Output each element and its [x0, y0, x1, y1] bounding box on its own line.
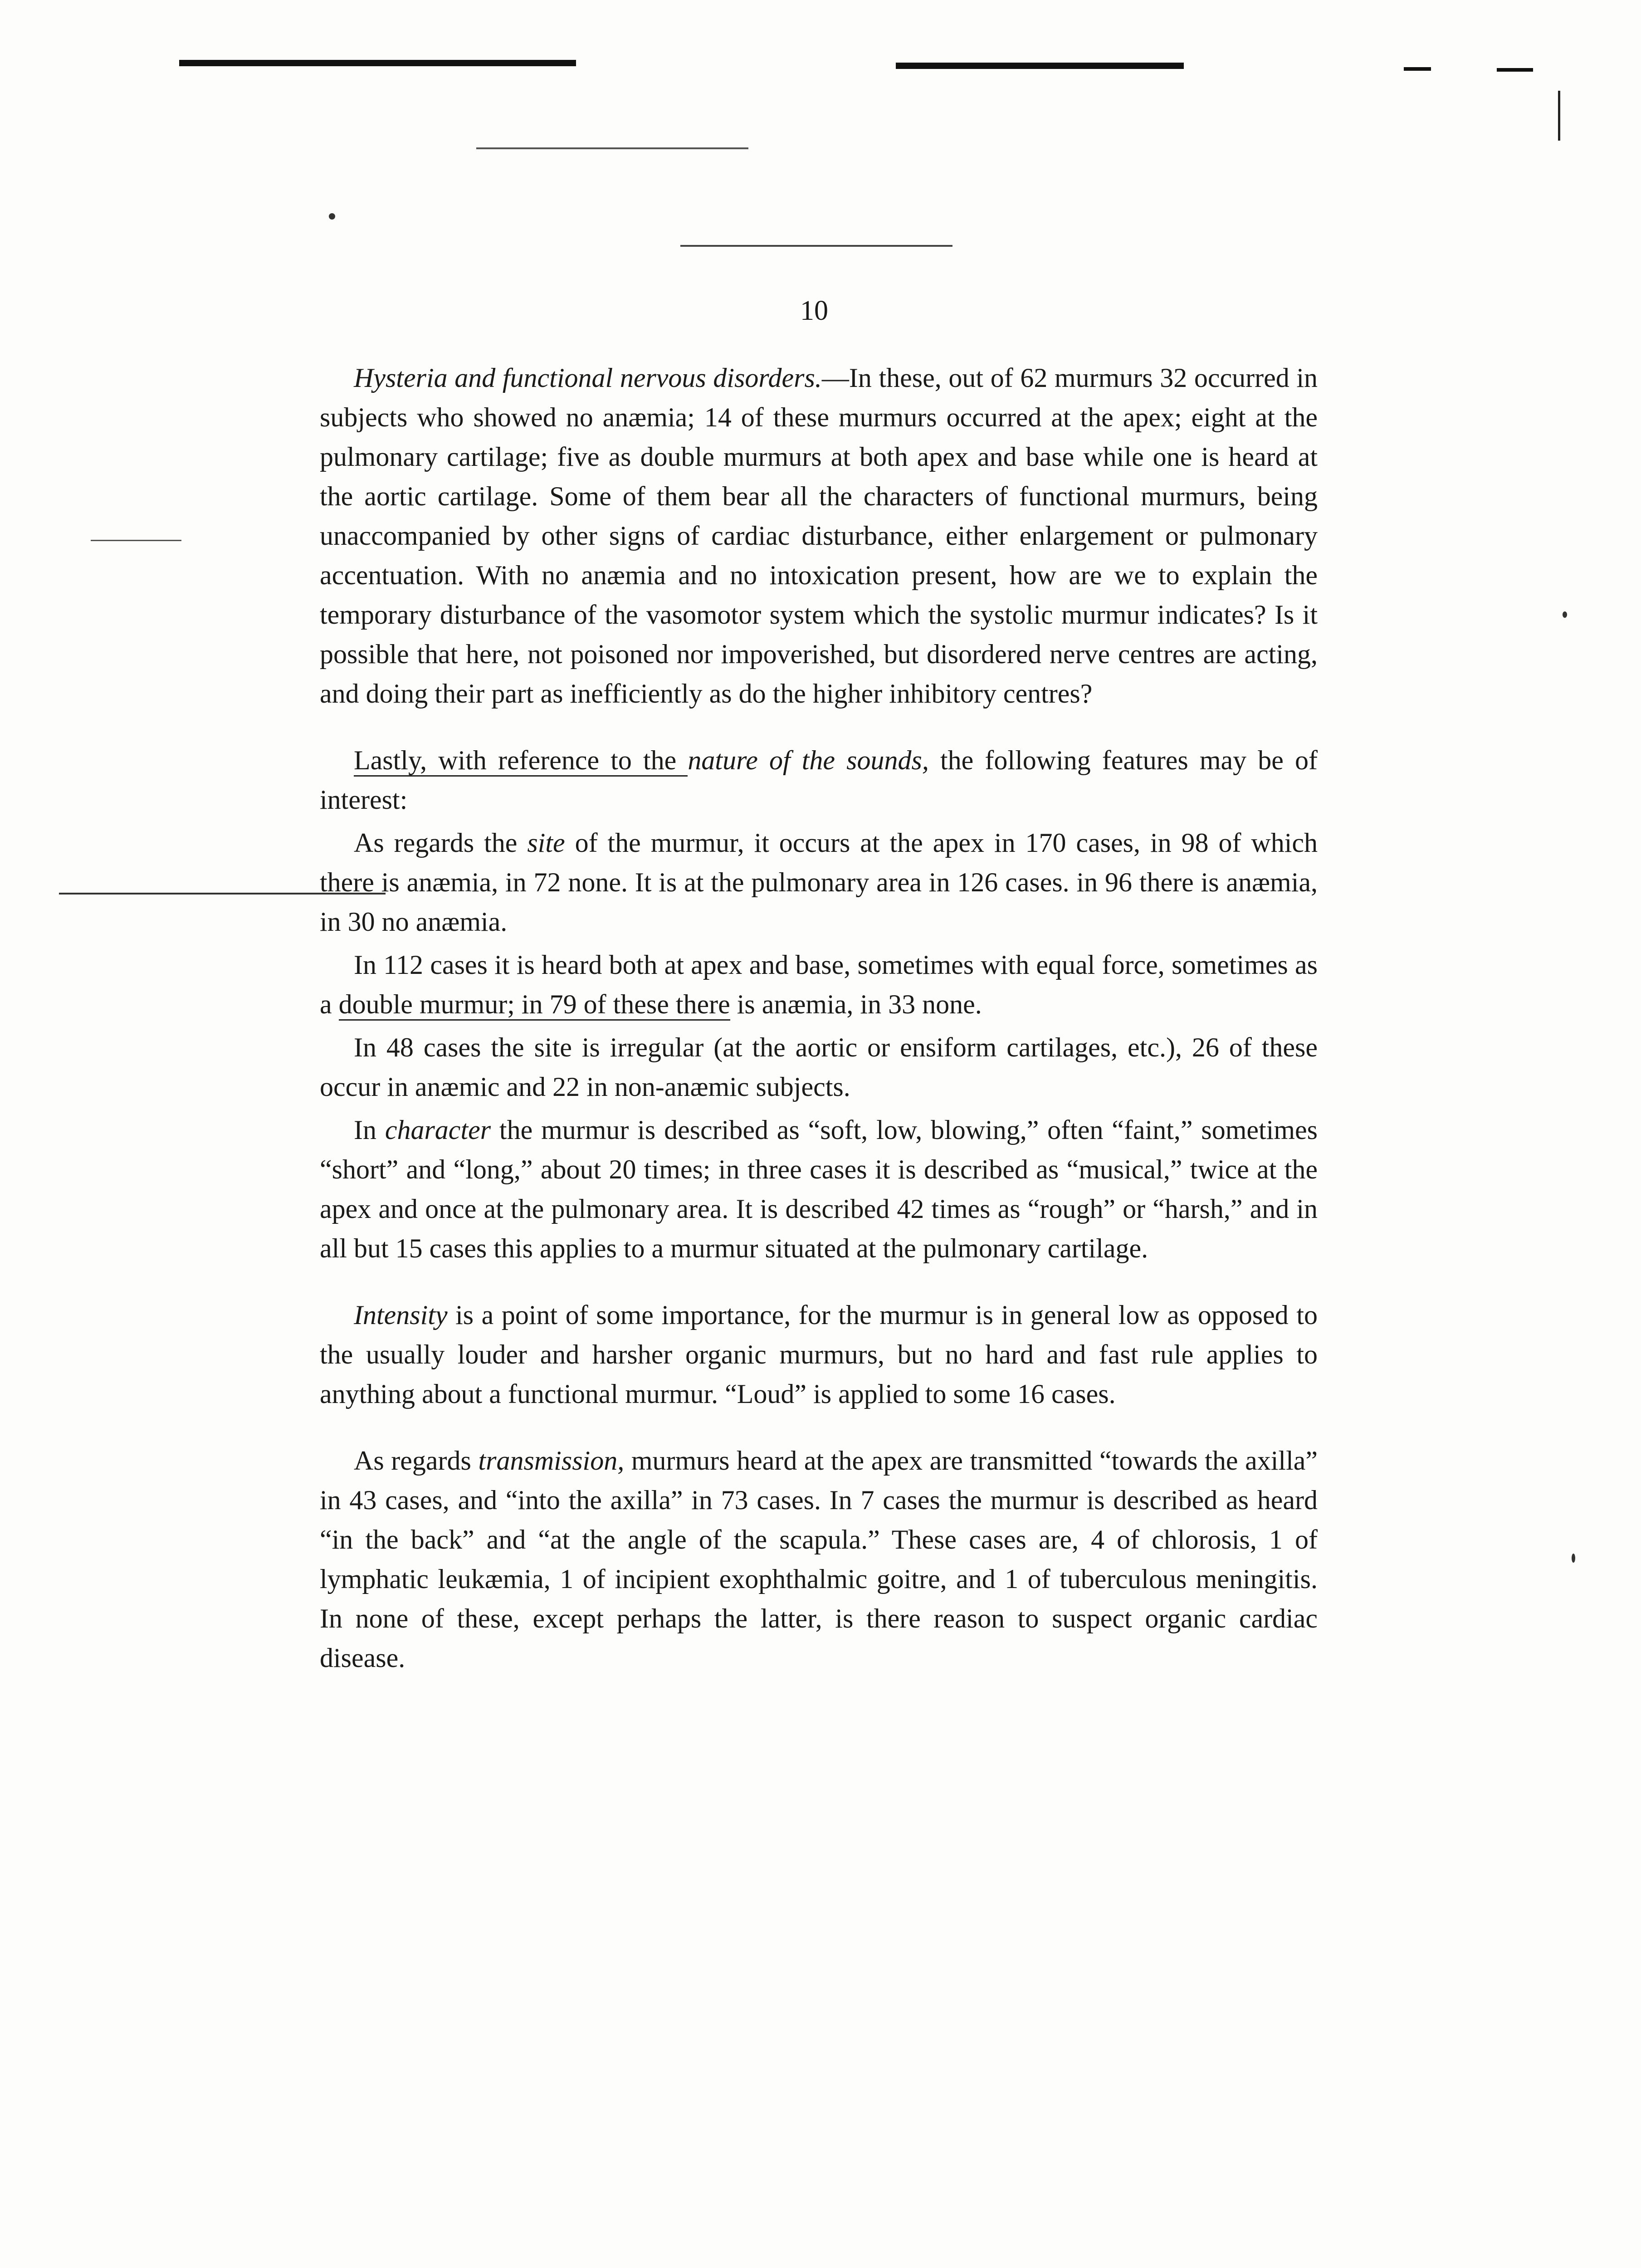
scan-dot — [1572, 1554, 1575, 1563]
scan-rule-upper-1 — [476, 147, 748, 149]
paragraph-text: As regards — [354, 1446, 479, 1476]
scan-dot — [329, 213, 335, 220]
paragraph-text: In 112 cases it is heard both at apex and base, sometimes with equal force, sometimes as a — [320, 950, 1318, 1019]
emphasis-text: transmission, — [478, 1446, 625, 1476]
body-text — [320, 358, 1318, 1678]
paragraph-site — [320, 823, 1318, 942]
scan-mark-top-left — [179, 60, 576, 66]
scan-mark-top-right-1 — [1404, 67, 1431, 71]
paragraph-text: As regards the — [354, 828, 527, 858]
paragraph-text: the murmur is described as “soft, low, blowing,” often “faint,” sometimes “short” and “long,” about 20 times; in three cases it is described as “musical,” twice at the apex and once at the pulmonary area. It is described 42 times as “rough” or “harsh,” and in all but 15 cases this applies to a murmur situated at the pulmonary cartilage. — [320, 1115, 1318, 1263]
paragraph-text: In 48 cases the site is irregular (at the aortic or ensiform cartilages, etc.), 26 of these occur in anæmic and 22 in non-anæmic subjects. — [320, 1032, 1318, 1102]
emphasis-text: site — [527, 828, 565, 858]
paragraph-character — [320, 1110, 1318, 1268]
paragraph-transmission — [320, 1441, 1318, 1678]
scan-rule-left-1 — [91, 540, 181, 541]
paragraph-double — [320, 945, 1318, 1024]
paragraph-lastly — [320, 741, 1318, 820]
paragraph-hysteria — [320, 358, 1318, 714]
underlined-text: double murmur; in 79 of these there — [339, 989, 730, 1021]
page-number: 10 — [800, 295, 828, 326]
paragraph-text: —In these, out of 62 murmurs 32 occurred in subjects who showed no anæmia; 14 of these murmurs occurred at the apex; eight at the pulmonary cartilage; five as double murmurs at both apex and base while one is heard at the aortic cartilage. Some of them bear all the characters of functional murmurs, being unaccompanied by other signs of cardiac disturbance, either enlargement or pulmonary accentuation. With no anæmia and no intoxication present, how are we to explain the temporary disturbance of the vasomotor system which the systolic murmur indicates? Is it possible that here, not poisoned nor impoverished, but disordered nerve centres are acting, and doing their part as inefficiently as do the higher inhibitory centres? — [320, 363, 1318, 709]
paragraph-text: murmurs heard at the apex are transmitted “towards the axilla” in 43 cases, and “into the axilla” in 73 cases. In 7 cases the murmur is described as heard “in the back” and “at the angle of the scapula.” These cases are, 4 of chlorosis, 1 of lymphatic leukæmia, 1 of incipient exophthalmic goitre, and 1 of tuberculous meningitis. In none of these, except perhaps the latter, is there reason to suspect organic cardiac disease. — [320, 1446, 1318, 1673]
scan-rule-right-margin — [1558, 91, 1560, 141]
paragraph-text: Lastly, with reference to the — [354, 745, 688, 777]
emphasis-text: nature of the sounds, — [688, 745, 929, 775]
paragraph-intensity — [320, 1295, 1318, 1414]
paragraph-irregular — [320, 1028, 1318, 1107]
paragraph-text: In — [354, 1115, 385, 1145]
emphasis-text: character — [385, 1115, 491, 1145]
paragraph-text: the following features may be of interest: — [320, 745, 1318, 815]
scan-rule-upper-2 — [680, 245, 952, 247]
paragraph-heading: Hysteria and functional nervous disorders. — [354, 363, 822, 393]
paragraph-text: is a point of some importance, for the murmur is in general low as opposed to the usually louder and harsher organic murmurs, but no hard and fast rule applies to anything about a functional murmur. “Loud” is applied to some 16 cases. — [320, 1300, 1318, 1409]
emphasis-text: Intensity — [354, 1300, 448, 1330]
paragraph-text: is anæmia, in 33 none. — [730, 989, 982, 1019]
scan-mark-top-right-2 — [1497, 68, 1533, 72]
paragraph-text: of the murmur, it occurs at the apex in 170 cases, in 98 of which there is anæmia, in 72 none. It is at the pulmonary area in 126 cases. in 96 there is anæmia, in 30 no anæmia. — [320, 828, 1318, 937]
scan-dot — [1563, 611, 1567, 618]
scan-mark-top-center — [896, 63, 1184, 69]
